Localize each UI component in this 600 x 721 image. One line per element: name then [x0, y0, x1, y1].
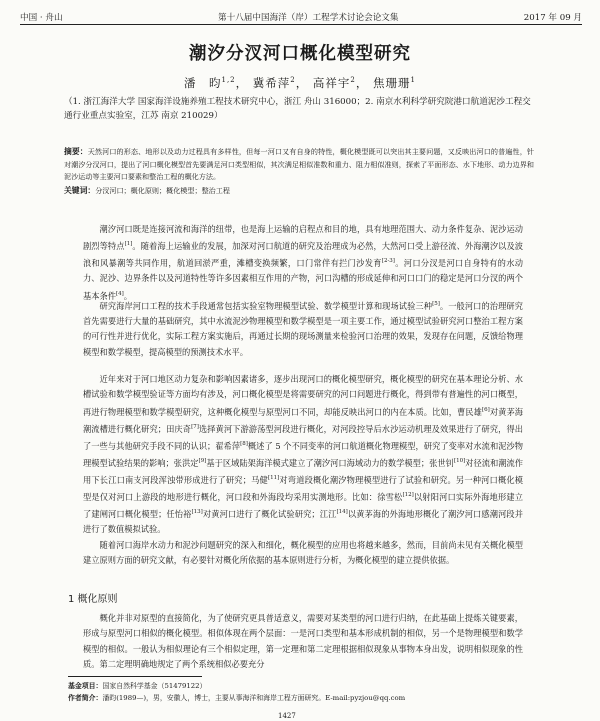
citation: [13] — [191, 508, 203, 515]
keywords-label: 关键词： — [64, 186, 96, 195]
footnote-label: 基金项目： — [68, 682, 103, 690]
author-name: 高祥宇 — [312, 76, 351, 90]
citation: [2-3] — [381, 258, 395, 265]
footnote-author-bio — [68, 692, 405, 702]
body-paragraph: 概化并非对原型的直接简化，为了使研究更具普适意义，需要对某类型的河口进行归纳，在此基础上提炼关键要素，形成与原型河口相似的概化模型。相似体现在两个层面：一是河口类型和基本形成机制的相似，另一个是物理模型和数学模型的相似。一般认为相似理论有三个相似定理，第一定理和第二定理根据相似现象从事物本身出发，说明相似现象的性质。第二定理明确地规定了两个系统相似必要充分 — [83, 613, 523, 669]
author-affil-ref: 1 — [410, 76, 416, 85]
keywords-text: 分汊河口；概化原则；概化模型；整治工程 — [95, 186, 230, 195]
paper-title: 潮汐分汊河口概化模型研究 — [189, 44, 411, 64]
body-paragraph: 研究海岸河口工程的技术手段通常包括实验室物理模型试验、数学模型计算和现场试验三种[5]。一般河口的治理研究首先需要进行大量的基础研究，其中水流泥沙物理模型和数学模型是一项主要工作，通过模型试验研究河口整治工程方案的可行性并进行优化，实际工程方案实施后，再通过长期的现场测量来检验河口治理的效果，发现存在问题，反馈给物理模型和数学模型，提高模型的预测技术水平。 — [83, 300, 524, 357]
citation: [1] — [124, 241, 133, 248]
footnote-label: 作者简介： — [68, 694, 103, 702]
author-name: 冀希萍 — [252, 76, 291, 90]
citation: [5] — [432, 301, 440, 307]
author-name: 焦珊珊 — [373, 76, 411, 90]
citation: [11] — [267, 474, 280, 481]
citation: [14] — [336, 508, 348, 515]
keywords — [64, 185, 534, 198]
footnote-text: 潘昀(1989—)，男，安徽人，博士，主要从事海洋和海岸工程方面研究。E-mail:pyzjou@qq.com — [102, 694, 406, 702]
header-location: 中国 · 舟山 — [20, 13, 63, 23]
citation: [12] — [402, 491, 414, 498]
citation: [6] — [481, 406, 490, 413]
author-affil-ref: 2 — [350, 76, 356, 85]
abstract-label: 摘要： — [64, 147, 88, 156]
footnote-divider — [68, 676, 202, 677]
citation: [4] — [116, 290, 124, 297]
citation: [9] — [198, 457, 207, 464]
footnote-text: 国家自然科学基金（51479122） — [102, 682, 207, 690]
citation: [7] — [191, 423, 199, 430]
body-paragraph: 潮汐河口既是连接河流和海洋的纽带，也是海上运输的启程点和目的地，具有地理范围大、动力条件复杂、泥沙运动剧烈等特点[1]。随着海上运输业的发展，加深对河口航道的研究及治理成为必然，大然河口受上游径流、外海潮汐以及波浪和风暴潮等共同作用，航道回淤严重，滩槽变换频繁，口门常伴有拦门沙发育[2-3]。河口分汊是河口自身特有的水动力、泥沙、边界条件以及河道特性等许多因素相互作用的产物，河口沟槽的形成延伸和河口口门的稳定是河口分汊的两个基本条件[4]。 — [83, 224, 524, 301]
body-paragraph: 随着河口海岸水动力和泥沙问题研究的深入和细化，概化模型的应用也将越来越多，然而，目前尚未见有关概化模型建立原则方面的研究文献，有必要针对概化所依据的基本原则进行分析，为概化模型的建立提供依据。 — [83, 540, 523, 566]
author-affil-ref: 1,2 — [221, 76, 236, 85]
citation: [10] — [453, 457, 466, 464]
author-list: 潘 昀$^{1,2}$， 冀希萍$^2$， 高祥宇$^2$， 焦珊珊$^1$ — [183, 76, 416, 90]
header-date: 2017 年 09 月 — [523, 13, 582, 23]
section-heading: 1 概化原则 — [68, 594, 118, 605]
page-number: 1427 — [278, 712, 296, 720]
abstract — [64, 146, 534, 184]
author-affil-ref: 2 — [290, 76, 296, 85]
abstract-text: 天然河口的形态、地形以及动力过程具有多样性，但每一河口又有自身的特性，概化模型既可以突出其主要问题，又反映出河口的普遍性，针对潮汐分汊河口，提出了河口概化模型首先要满足河口类型相似，其次满足相似准数和重力、阻力相似准则，探索了平面形态、水下地形、动力边界和泥沙运动等主要河口要素和整治工程的概化方法。 — [64, 147, 535, 182]
affiliations: （1. 浙江海洋大学 国家海洋设施养殖工程技术研究中心，浙江 舟山 316000；2. 南京水利科学研究院港口航道泥沙工程交通行业重点实验室，江苏 南京 210029） — [64, 97, 531, 121]
citation: [8] — [240, 440, 248, 447]
page-header — [20, 8, 582, 25]
header-proceedings: 第十八届中国海洋（岸）工程学术讨论会论文集 — [218, 13, 399, 23]
footnote-funding — [68, 680, 206, 690]
author-name: 潘 昀 — [183, 76, 222, 90]
body-paragraph: 近年来对于河口地区动力复杂和影响因素诸多，逐步出现河口的概化模型研究，概化模型的研究在基本理论分析、水槽试验和数学模型验证等方面均有涉及，河口概化模型是将需要研究的河口问题进行概化，得到带有普遍性的河口概型，再进行物理模型和数学模型研究，这种概化模型与原型河口不同，却能反映出河口的内在本质。比如，曹民雄[6]对黄茅海潮流槽进行概化研究；田庆奇[7]选择黄河下游游荡型河段进行概化，对河段控导后水沙运动机理及效果进行了研究，得出了一些与其他研究手段不同的认识；翟希萍[8]概述了 5 个不同变率的河口航道概化物理模型，研究了变率对水流和泥沙物理模型试验结果的影响；张洪定[9]基于区域陆架海洋模式建立了潮汐河口海域动力的数学模型；张世钊[10]对径流和潮流作用下长江口南支河段浑浊带形成进行了研究；马健[11]对弯道段概化潮汐物理模型进行了试验和研究。另一种河口概化模型是仅对河口上游段的地形进行概化，河口段和外海段均采用实测地形。比如：徐雪松[12]以射阳河口实际外海地形建立了建闸河口概化模型；任怡裕[13]对黄河口进行了概化试验研究；江江[14]以黄茅海的外海地形概化了潮汐河口感潮河段并进行了数值模拟试验。 — [83, 374, 524, 534]
